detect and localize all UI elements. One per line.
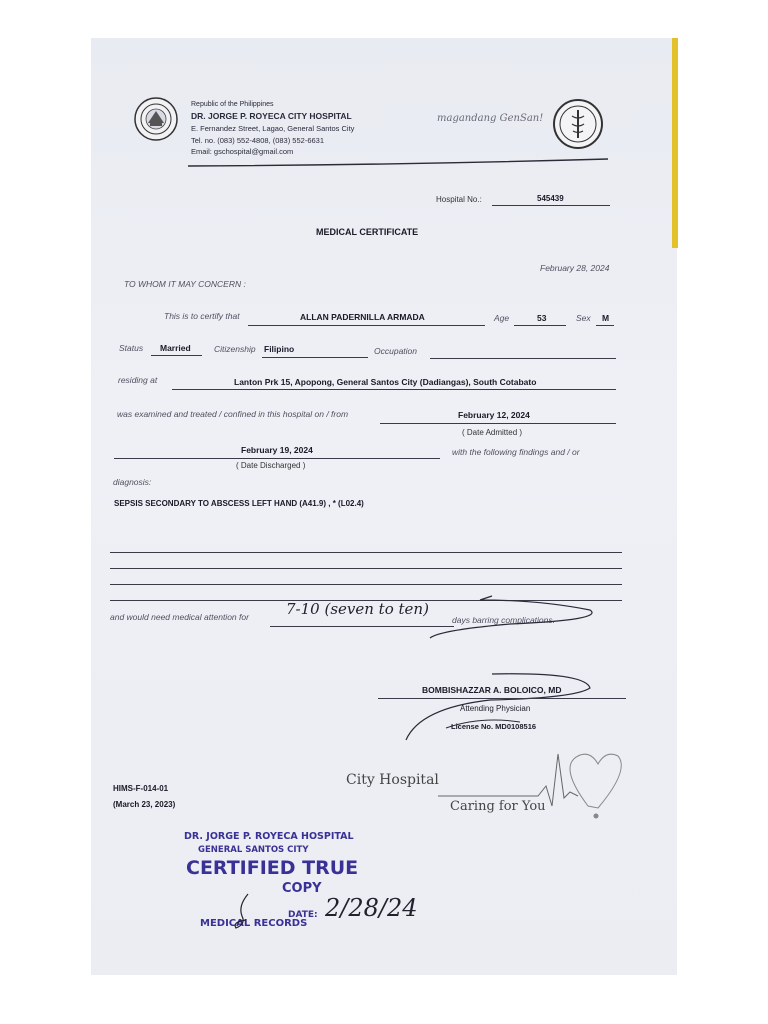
citizenship-label: Citizenship (214, 344, 256, 354)
age-value: 53 (537, 313, 547, 323)
certify-prefix: This is to certify that (164, 311, 240, 321)
findings-text: with the following findings and / or (452, 447, 580, 457)
physician-license: License No. MD0108516 (451, 722, 537, 731)
citizenship-value: Filipino (264, 344, 295, 354)
hospital-seal-logo (552, 98, 604, 155)
diagnosis-line-1 (110, 552, 622, 553)
stamp-records-line: MEDICAL RECORDS (200, 918, 308, 929)
stamp-date-label: DATE: (288, 910, 318, 920)
sex-value: M (602, 313, 610, 323)
date-discharged: February 19, 2024 (241, 445, 313, 455)
hospital-tel: Tel. no. (083) 552-4808, (083) 552-6631 (191, 136, 325, 145)
certificate-date: February 28, 2024 (540, 263, 610, 273)
status-value: Married (160, 343, 191, 353)
examined-text: was examined and treated / confined in this hospital on / from (117, 409, 349, 419)
header-divider (188, 157, 608, 169)
form-code: HIMS-F-014-01 (113, 784, 169, 793)
diagnosis-line-3 (110, 584, 622, 585)
attention-handwritten: 7-10 (seven to ten) (286, 600, 429, 618)
paper-edge (672, 38, 678, 248)
hospital-no-label: Hospital No.: (436, 195, 482, 204)
status-label: Status (119, 343, 144, 353)
city-seal-logo (134, 97, 178, 146)
stamp-hospital-line: DR. JORGE P. ROYECA HOSPITAL (184, 831, 354, 842)
stamp-city-line: GENERAL SANTOS CITY (198, 845, 309, 855)
slogan-logo: magandang GenSan! (437, 113, 544, 124)
date-admitted-line (380, 423, 616, 424)
hospital-no-line (492, 205, 610, 206)
occupation-label: Occupation (374, 346, 417, 356)
heartbeat-icon (438, 746, 628, 822)
sex-label: Sex (576, 313, 591, 323)
residence-label: residing at (118, 375, 158, 385)
diagnosis-label: diagnosis: (113, 477, 152, 487)
physician-name: BOMBISHAZZAR A. BOLOICO, MD (422, 685, 562, 695)
hospital-name: DR. JORGE P. ROYECA CITY HOSPITAL (191, 111, 352, 121)
certificate-title: MEDICAL CERTIFICATE (316, 227, 419, 237)
salutation: TO WHOM IT MAY CONCERN : (124, 279, 246, 289)
stamp-certified-line: CERTIFIED TRUE (186, 857, 359, 879)
form-date: (March 23, 2023) (113, 800, 176, 809)
hospital-no-value: 545439 (537, 194, 564, 203)
physician-title: Attending Physician (460, 704, 531, 713)
sex-line (596, 325, 614, 326)
attention-prefix: and would need medical attention for (110, 612, 249, 622)
physician-line (378, 698, 626, 699)
city-hospital-watermark: City Hospital (346, 772, 439, 788)
patient-name-line (248, 325, 485, 326)
attention-suffix: days barring complications. (452, 615, 555, 625)
date-discharged-caption: ( Date Discharged ) (236, 461, 306, 470)
date-admitted: February 12, 2024 (458, 410, 530, 420)
age-line (514, 325, 566, 326)
stamp-date-value: 2/28/24 (325, 894, 418, 922)
diagnosis-line-2 (110, 568, 622, 569)
patient-name: ALLAN PADERNILLA ARMADA (300, 312, 425, 322)
residence-line (172, 389, 616, 390)
caring-watermark: Caring for You (450, 799, 546, 814)
stamp-copy-line: COPY (282, 881, 322, 896)
stamp-signature-mark (228, 892, 268, 932)
hospital-email: Email: gschospital@gmail.com (191, 147, 294, 156)
date-discharged-line (114, 458, 440, 459)
hospital-address: E. Fernandez Street, Lagao, General Santos City (191, 124, 355, 133)
republic-text: Republic of the Philippines (191, 101, 274, 108)
occupation-line (430, 358, 616, 359)
diagnosis-value: SEPSIS SECONDARY TO ABSCESS LEFT HAND (A41.9) , * (L02.4) (114, 499, 364, 508)
residence-value: Lanton Prk 15, Apopong, General Santos City (Dadiangas), South Cotabato (234, 377, 537, 387)
citizenship-line (262, 357, 368, 358)
date-admitted-caption: ( Date Admitted ) (462, 428, 523, 437)
status-line (151, 355, 202, 356)
age-label: Age (494, 313, 510, 323)
